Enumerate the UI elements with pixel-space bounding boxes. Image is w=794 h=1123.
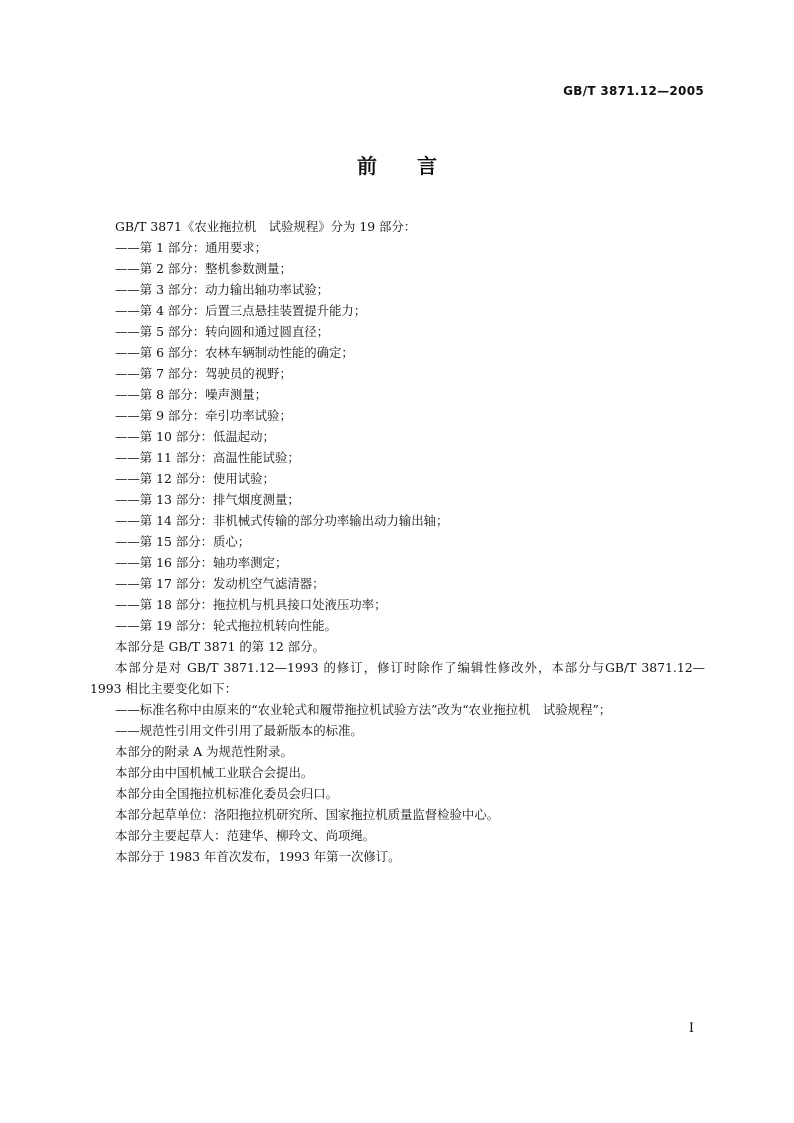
this-part-paragraph: 本部分是 GB/T 3871 的第 12 部分。 <box>115 639 325 654</box>
change-list-item: ——规范性引用文件引用了最新版本的标准。 <box>115 723 363 738</box>
part-list-item: ——第 16 部分：轴功率测定； <box>115 555 288 570</box>
part-list-item: ——第 7 部分：驾驶员的视野； <box>115 366 292 381</box>
document-body <box>90 216 705 867</box>
part-list-item: ——第 15 部分：质心； <box>115 534 251 549</box>
part-list-item: ——第 3 部分：动力输出轴功率试验； <box>115 282 330 297</box>
note-paragraph: 本部分主要起草人：范建华、柳玲文、尚项绳。 <box>115 828 376 843</box>
notes-list <box>90 741 705 867</box>
part-list-item: ——第 9 部分：牵引功率试验； <box>115 408 292 423</box>
part-list-item: ——第 12 部分：使用试验； <box>115 471 275 486</box>
part-list-item: ——第 4 部分：后置三点悬挂装置提升能力； <box>115 303 367 318</box>
part-list-item: ——第 8 部分：噪声测量； <box>115 387 268 402</box>
part-list-item: ——第 6 部分：农林车辆制动性能的确定； <box>115 345 354 360</box>
intro-paragraph: GB/T 3871《农业拖拉机 试验规程》分为 19 部分： <box>115 219 417 234</box>
part-list-item: ——第 13 部分：排气烟度测量； <box>115 492 300 507</box>
standard-code: GB/T 3871.12—2005 <box>563 84 704 98</box>
part-list-item: ——第 17 部分：发动机空气滤清器； <box>115 576 325 591</box>
title-char-1: 前 <box>357 154 377 178</box>
part-list-item: ——第 2 部分：整机参数测量； <box>115 261 292 276</box>
note-paragraph: 本部分由中国机械工业联合会提出。 <box>115 765 314 780</box>
parts-list <box>90 237 705 636</box>
note-paragraph: 本部分于 1983 年首次发布，1993 年第一次修订。 <box>115 849 401 864</box>
change-list-item: ——标准名称中由原来的“农业轮式和履带拖拉机试验方法”改为“农业拖拉机 试验规程”； <box>115 702 612 717</box>
part-list-item: ——第 5 部分：转向圆和通过圆直径； <box>115 324 330 339</box>
part-list-item: ——第 11 部分：高温性能试验； <box>115 450 300 465</box>
part-list-item: ——第 19 部分：轮式拖拉机转向性能。 <box>115 618 337 633</box>
revision-paragraph: 本部分是对 GB/T 3871.12—1993 的修订，修订时除作了编辑性修改外，本部分与GB/T 3871.12—1993 相比主要变化如下： <box>90 660 705 696</box>
title-char-2: 言 <box>417 154 437 178</box>
note-paragraph: 本部分起草单位：洛阳拖拉机研究所、国家拖拉机质量监督检验中心。 <box>115 807 500 822</box>
note-paragraph: 本部分由全国拖拉机标准化委员会归口。 <box>115 786 339 801</box>
page-number: I <box>688 1021 694 1036</box>
part-list-item: ——第 14 部分：非机械式传输的部分功率输出动力输出轴； <box>115 513 449 528</box>
part-list-item: ——第 18 部分：拖拉机与机具接口处液压功率； <box>115 597 387 612</box>
part-list-item: ——第 10 部分：低温起动； <box>115 429 275 444</box>
note-paragraph: 本部分的附录 A 为规范性附录。 <box>115 744 293 759</box>
changes-list <box>90 699 705 741</box>
part-list-item: ——第 1 部分：通用要求； <box>115 240 268 255</box>
page-title <box>0 150 794 179</box>
